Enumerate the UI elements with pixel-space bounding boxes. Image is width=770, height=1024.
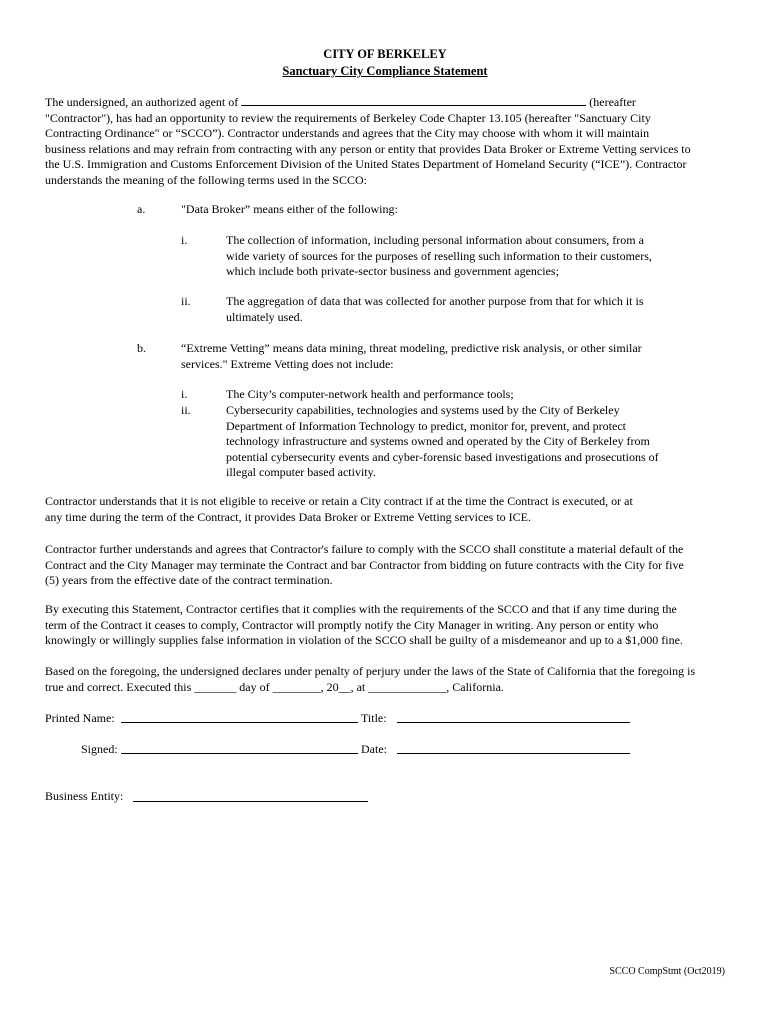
definition-b-ii-marker: ii. bbox=[181, 403, 191, 417]
definition-a-marker: a. bbox=[137, 202, 146, 216]
date-field[interactable] bbox=[397, 753, 630, 754]
business-entity-field[interactable] bbox=[133, 801, 368, 802]
definition-b-text: “Extreme Vetting” means data mining, threat modeling, predictive risk analysis, or other similar services." Extreme Vetting does not include: bbox=[181, 341, 642, 371]
title-label: Title: bbox=[361, 711, 387, 725]
agent-name-blank[interactable] bbox=[241, 93, 586, 106]
printed-name-label: Printed Name: bbox=[45, 711, 115, 725]
intro-line: the U.S. Immigration and Customs Enforcement Division of the United States Department of Homeland Security (“ICE”). Contractor bbox=[45, 157, 687, 172]
definition-a-ii-marker: ii. bbox=[181, 294, 191, 308]
form-code-footer: SCCO CompStmt (Oct2019) bbox=[609, 966, 725, 977]
signed-label: Signed: bbox=[81, 742, 118, 756]
definition-a-i-marker: i. bbox=[181, 233, 188, 247]
intro-line: "Contractor"), has had an opportunity to review the requirements of Berkeley Code Chapter 13.105 (hereafter "Sanctuary City bbox=[45, 110, 651, 125]
definition-a-text: "Data Broker” means either of the following: bbox=[181, 202, 398, 216]
definition-b-ii-text: Cybersecurity capabilities, technologies and systems used by the City of Berkeley Department of Information Technology to predict, monitor for, prevent, and protect technology infrastructure and systems owned and operated by the City of Berkeley from potential cybersecurity events and cyber-forensic based investigations and prosecutions of illegal computer based activity. bbox=[226, 403, 659, 480]
printed-name-field[interactable] bbox=[121, 722, 358, 723]
document-subtitle: Sanctuary City Compliance Statement bbox=[282, 64, 488, 78]
definition-a-ii-text: The aggregation of data that was collected for another purpose from that for which it is ultimately used. bbox=[226, 294, 644, 324]
perjury-paragraph: Based on the foregoing, the undersigned declares under penalty of perjury under the laws of the State of California that the foregoing is true and correct. Executed this _______ day of ________, 20__, at _____________, California. bbox=[45, 664, 696, 694]
signature-field[interactable] bbox=[121, 753, 358, 754]
date-label: Date: bbox=[361, 742, 387, 756]
definition-b-i-marker: i. bbox=[181, 387, 188, 401]
document-title: CITY OF BERKELEY bbox=[323, 47, 447, 61]
intro-line: Contracting Ordinance" or “SCCO”). Contractor understands and agrees that the City may choose with whom it will maintain bbox=[45, 126, 650, 141]
definition-a-i-text: The collection of information, including personal information about consumers, from a wide variety of sources for the purposes of reselling such information to their customers, which include both private-sector business and government agencies; bbox=[226, 233, 652, 279]
intro-line: business relations and may refrain from contracting with any person or entity that provides Data Broker or Extreme Vetting services to bbox=[45, 141, 691, 156]
business-entity-label: Business Entity: bbox=[45, 789, 124, 803]
definition-b-i-text: The City’s computer-network health and performance tools; bbox=[226, 387, 514, 401]
definition-b-marker: b. bbox=[137, 341, 146, 355]
default-paragraph: Contractor further understands and agrees that Contractor's failure to comply with the SCCO shall constitute a material default of the Contract and the City Manager may terminate the Contract and bar Contractor from bidding on future contracts with the City for five (5) years from the effective date of the contract termination. bbox=[45, 542, 684, 588]
certify-paragraph: By executing this Statement, Contractor certifies that it complies with the requirements of the SCCO and that if any time during the term of the Contract it ceases to comply, Contractor will promptly notify the City Manager in writing. Any person or entity who knowingly or willingly supplies false information in violation of the SCCO shall be guilty of a misdemeanor and up to a $1,000 fine. bbox=[45, 602, 683, 648]
title-field[interactable] bbox=[397, 722, 630, 723]
intro-line: The undersigned, an authorized agent of (hereafter bbox=[45, 95, 636, 109]
intro-paragraph bbox=[45, 93, 730, 189]
eligibility-paragraph: Contractor understands that it is not eligible to receive or retain a City contract if at the time the Contract is executed, or at any time during the term of the Contract, it provides Data Broker or Extreme Vetting services to ICE. bbox=[45, 494, 633, 524]
intro-line: understands the meaning of the following terms used in the SCCO: bbox=[45, 172, 367, 187]
